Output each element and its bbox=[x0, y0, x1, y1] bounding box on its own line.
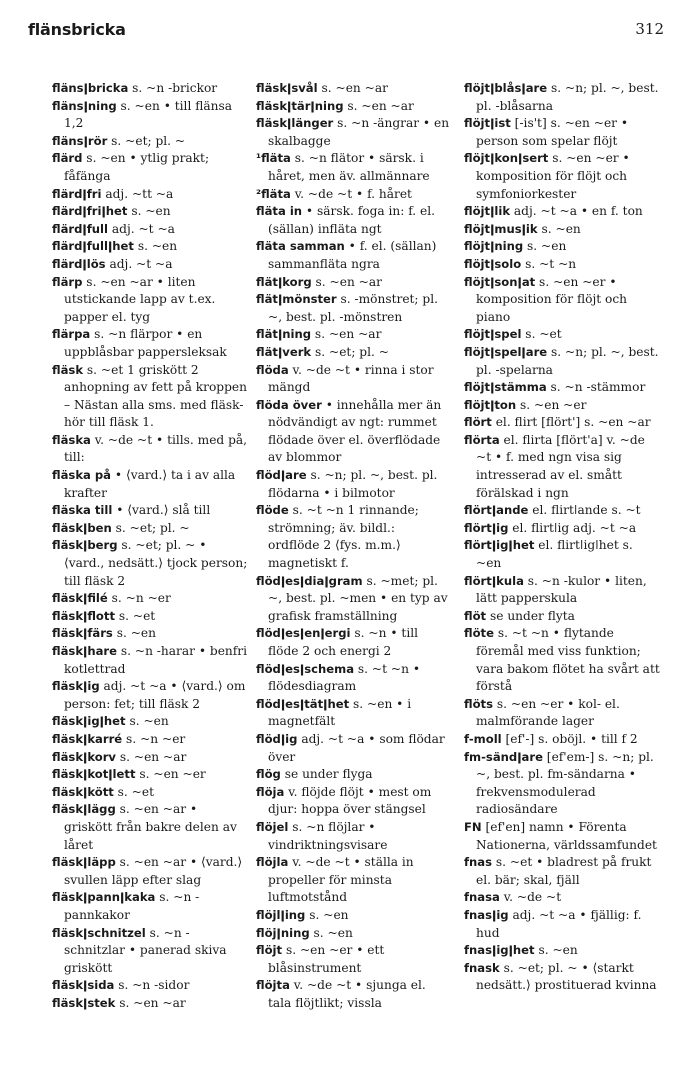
entry-headword: flöjtǀsolo bbox=[464, 256, 522, 271]
dictionary-entry bbox=[256, 925, 450, 943]
dictionary-entry bbox=[464, 907, 660, 942]
dictionary-entry bbox=[464, 80, 660, 115]
entry-definition: el. flirt [flört'] s. ~en ~ar bbox=[491, 415, 651, 430]
entry-definition: s. ~n -schnitzlar • panerad skiva griskött bbox=[64, 925, 227, 975]
dictionary-entry bbox=[464, 326, 660, 344]
dictionary-entry bbox=[256, 291, 450, 326]
entry-definition: s. ~en ~er • ett blåsinstrument bbox=[268, 943, 385, 975]
entry-headword: flöjtǀton bbox=[464, 397, 517, 412]
dictionary-entry bbox=[464, 379, 660, 397]
dictionary-entry bbox=[464, 238, 660, 256]
entry-definition: s. ~et; pl. ~ bbox=[311, 344, 389, 359]
entry-definition: • f. el. (sällan) sammanfläta ngra bbox=[268, 239, 437, 271]
dictionary-entry bbox=[464, 203, 660, 221]
entry-definition: adj. ~t ~a • ⟨vard.⟩ om person: fet; till fläsk 2 bbox=[64, 679, 246, 711]
entry-definition: s. ~et 1 griskött 2 anhopning av fett på kroppen – Nästan alla sms. med fläsk- hör till fläsk 1. bbox=[64, 362, 247, 430]
dictionary-entry bbox=[256, 397, 450, 467]
entry-headword: flörtǀigǀhet bbox=[464, 538, 535, 553]
entry-headword: flörtǀig bbox=[464, 520, 509, 535]
entry-definition: s. ~n -stämmor bbox=[546, 380, 646, 395]
entry-definition: s. ~t ~n 1 rinnande; strömning; äv. bildl.: ordflöde 2 ⟨fys. m.m.⟩ magnetiskt f. bbox=[268, 503, 419, 571]
entry-definition: s. ~en bbox=[305, 907, 349, 922]
entry-headword: flödǀesǀdiaǀgram bbox=[256, 573, 363, 588]
dictionary-entry bbox=[256, 362, 450, 397]
entry-definition: adj. ~tt ~a bbox=[101, 186, 174, 201]
entry-headword: flödǀesǀschema bbox=[256, 661, 355, 676]
dictionary-entry bbox=[464, 942, 660, 960]
entry-definition: v. flöjde flöjt • mest om djur: hoppa över stängsel bbox=[268, 784, 432, 817]
dictionary-entry bbox=[464, 520, 660, 538]
entry-headword: fläskǀkarré bbox=[52, 731, 123, 746]
entry-definition: s. ~n; pl. ~, best. pl. flödarna • i bilmotor bbox=[268, 468, 438, 500]
entry-definition: s. ~t ~n • flödesdiagram bbox=[268, 661, 421, 694]
entry-headword: flöjtǀsonǀat bbox=[464, 274, 536, 289]
entry-headword: flärdǀfriǀhet bbox=[52, 204, 128, 219]
entry-definition: s. ~n flätor • särsk. i håret, men äv. allmännare bbox=[268, 151, 430, 183]
dictionary-entry bbox=[464, 731, 660, 749]
entry-definition: el. flirtǀigǀhet s. ~en bbox=[476, 538, 633, 571]
entry-definition: se under flyga bbox=[280, 767, 373, 782]
entry-headword: flöts bbox=[464, 696, 494, 711]
dictionary-entry bbox=[52, 274, 248, 327]
dictionary-entry bbox=[52, 256, 248, 274]
dictionary-entry bbox=[464, 502, 660, 520]
entry-headword: fläskǀstek bbox=[52, 995, 116, 1010]
entry-definition: s. ~n ~er bbox=[107, 591, 171, 606]
entry-definition: se under flyta bbox=[486, 608, 575, 623]
entry-definition: s. ~en ~er bbox=[135, 767, 206, 782]
entry-definition: s. ~en ~ar bbox=[311, 327, 382, 342]
entry-headword: fnas bbox=[464, 855, 493, 870]
dictionary-column-3 bbox=[464, 80, 660, 995]
dictionary-column-2 bbox=[256, 80, 450, 1012]
entry-definition: s. ~en ~ar bbox=[343, 98, 414, 113]
entry-definition: s. ~en ~ar • liten utstickande lapp av t.ex. papper el. tyg bbox=[64, 274, 216, 324]
entry-definition: s. ~en ~ar bbox=[115, 995, 186, 1010]
dictionary-entry bbox=[464, 397, 660, 415]
entry-definition: s. ~n; pl. ~, best. pl. -blåsarna bbox=[476, 81, 659, 113]
dictionary-entry bbox=[464, 115, 660, 150]
dictionary-entry bbox=[52, 221, 248, 239]
entry-headword: fläsk bbox=[52, 362, 84, 377]
entry-definition: v. ~de ~t • sjunga el. tala flöjtlikt; vissla bbox=[268, 978, 426, 1010]
entry-headword: flöt bbox=[464, 608, 487, 623]
entry-definition: s. ~n; pl. ~, best. pl. -spelarna bbox=[476, 344, 659, 377]
dictionary-entry bbox=[256, 661, 450, 696]
entry-headword: fläta samman bbox=[256, 239, 345, 254]
dictionary-entry bbox=[256, 766, 450, 784]
running-headword: flänsbricka bbox=[28, 20, 126, 39]
dictionary-entry bbox=[52, 133, 248, 151]
entry-definition: s. ~met; pl. ~, best. pl. ~men • en typ av grafisk framställning bbox=[268, 573, 448, 623]
entry-headword: flöjtǀmusǀik bbox=[464, 221, 538, 236]
dictionary-entry bbox=[464, 414, 660, 432]
dictionary-entry bbox=[256, 819, 450, 854]
entry-headword: fläskǀberg bbox=[52, 538, 118, 553]
entry-headword: flöjtǀblåsǀare bbox=[464, 81, 548, 95]
dictionary-entry bbox=[256, 625, 450, 660]
entry-definition: v. ~de ~t • tills. med på, till: bbox=[64, 432, 248, 465]
dictionary-entry bbox=[52, 502, 248, 520]
entry-definition: s. ~en ~er bbox=[516, 397, 587, 412]
entry-headword: flöjlǀing bbox=[256, 907, 306, 922]
entry-headword: fläskǀhare bbox=[52, 644, 117, 658]
entry-headword: flänsǀrör bbox=[52, 133, 108, 148]
entry-definition: adj. ~t ~a • som flödar över bbox=[268, 731, 445, 764]
dictionary-entry bbox=[52, 203, 248, 221]
dictionary-entry bbox=[464, 749, 660, 819]
dictionary-entry bbox=[256, 907, 450, 925]
entry-headword: flärd bbox=[52, 151, 83, 166]
entry-definition: [ef'em-] s. ~n; pl. ~, best. pl. fm-sändarna • frekvensmodulerad radiosändare bbox=[476, 749, 654, 817]
entry-definition: s. ~n • till flöde 2 och energi 2 bbox=[268, 626, 419, 658]
entry-definition: el. flirtǀande s. ~t bbox=[528, 503, 641, 518]
entry-headword: fläskǀpannǀkaka bbox=[52, 890, 156, 905]
entry-definition: s. ~en bbox=[127, 204, 171, 219]
entry-definition: s. ~n -sidor bbox=[114, 978, 190, 993]
entry-definition: • innehålla mer än nödvändigt av ngt: rummet flödade över el. överflödade av blommor bbox=[268, 397, 442, 465]
entry-definition: s. ~en ~er • kol- el. malmförande lager bbox=[476, 696, 620, 729]
entry-headword: fläskǀkött bbox=[52, 784, 114, 799]
dictionary-entry bbox=[464, 537, 660, 572]
dictionary-entry bbox=[52, 432, 248, 467]
entry-headword: flödǀare bbox=[256, 468, 307, 483]
dictionary-column-1 bbox=[52, 80, 248, 1012]
entry-headword: flöjtǀstämma bbox=[464, 380, 547, 395]
entry-definition: [ef'en] namn • Förenta Nationerna, världssamfundet bbox=[476, 819, 657, 852]
dictionary-entry bbox=[464, 625, 660, 695]
entry-headword: flörtǀkula bbox=[464, 573, 524, 588]
dictionary-entry bbox=[464, 889, 660, 907]
dictionary-entry bbox=[256, 731, 450, 766]
dictionary-entry bbox=[52, 150, 248, 185]
dictionary-entry bbox=[464, 150, 660, 203]
entry-headword: fläskǀben bbox=[52, 520, 112, 535]
entry-headword: flärdǀfri bbox=[52, 186, 102, 201]
dictionary-entry bbox=[256, 696, 450, 731]
dictionary-entry bbox=[256, 80, 450, 98]
dictionary-entry bbox=[256, 573, 450, 626]
entry-definition: s. ~en ~er • komposition för flöjt och symfoniorkester bbox=[476, 151, 630, 201]
entry-definition: s. ~en bbox=[125, 714, 169, 729]
entry-definition: • särsk. foga in: f. el. (sällan) infläta ngt bbox=[268, 204, 436, 236]
entry-headword: flärpa bbox=[52, 327, 91, 342]
entry-headword: fläskǀig bbox=[52, 679, 100, 694]
dictionary-entry bbox=[52, 238, 248, 256]
entry-definition: • ⟨vard.⟩ slå till bbox=[112, 503, 211, 518]
dictionary-entry bbox=[464, 696, 660, 731]
dictionary-entry bbox=[52, 608, 248, 626]
entry-definition: s. ~et; pl. ~ bbox=[107, 133, 186, 148]
entry-headword: fläskǀläpp bbox=[52, 855, 116, 870]
dictionary-entry bbox=[52, 854, 248, 889]
entry-definition: s. ~n -brickor bbox=[128, 81, 218, 95]
dictionary-entry bbox=[52, 520, 248, 538]
dictionary-entry bbox=[52, 98, 248, 133]
dictionary-entry bbox=[52, 537, 248, 590]
entry-headword: flänsǀbricka bbox=[52, 81, 129, 95]
entry-headword: fnasa bbox=[464, 890, 500, 905]
entry-definition: s. ~n flärpor • en uppblåsbar pappersleksak bbox=[64, 327, 227, 359]
dictionary-entry bbox=[256, 203, 450, 238]
entry-definition: s. ~t ~n • flytande föremål med viss funktion; vara bakom flötet ha svårt att förstå bbox=[476, 626, 660, 694]
dictionary-entry bbox=[52, 643, 248, 678]
entry-definition: v. ~de ~t • ställa in propeller för minsta luftmotstånd bbox=[268, 855, 414, 905]
dictionary-entry bbox=[52, 977, 248, 995]
dictionary-entry bbox=[52, 749, 248, 767]
entry-headword: flärdǀlös bbox=[52, 256, 106, 271]
page-number: 312 bbox=[635, 20, 664, 38]
entry-headword: fläska på bbox=[52, 468, 112, 483]
entry-headword: fläskǀkotǀlett bbox=[52, 767, 136, 782]
dictionary-entry bbox=[52, 590, 248, 608]
entry-definition: v. ~de ~t • f. håret bbox=[290, 186, 412, 201]
entry-definition: v. ~de ~t bbox=[499, 890, 562, 905]
entry-headword: flödǀesǀtätǀhet bbox=[256, 696, 350, 711]
entry-headword: fläskǀlänger bbox=[256, 116, 334, 131]
dictionary-entry bbox=[52, 186, 248, 204]
entry-headword: flöte bbox=[464, 626, 494, 641]
entry-headword: flöjtǀspel bbox=[464, 327, 522, 342]
entry-headword: flärdǀfullǀhet bbox=[52, 239, 134, 254]
entry-headword: flöja bbox=[256, 784, 285, 799]
dictionary-entry bbox=[256, 115, 450, 150]
entry-headword: fläskǀfilé bbox=[52, 591, 108, 606]
entry-definition: [ef'-] s. oböjl. • till f 2 bbox=[501, 731, 638, 746]
entry-definition: adj. ~t ~a bbox=[108, 221, 175, 236]
dictionary-entry bbox=[52, 80, 248, 98]
entry-definition: s. ~en • i magnetfält bbox=[268, 696, 412, 729]
entry-headword: fläska till bbox=[52, 503, 113, 518]
entry-definition: s. ~n ~er bbox=[122, 731, 186, 746]
entry-headword: fläskǀschnitzel bbox=[52, 925, 146, 940]
entry-headword: fläskǀflott bbox=[52, 608, 115, 623]
entry-headword: flöjel bbox=[256, 819, 289, 834]
dictionary-entry bbox=[464, 819, 660, 854]
dictionary-entry bbox=[52, 801, 248, 854]
entry-definition: s. ~n -ängrar • en skalbagge bbox=[268, 116, 450, 148]
entry-headword: flöjta bbox=[256, 978, 290, 993]
entry-headword: ¹fläta bbox=[256, 151, 291, 166]
entry-headword: flört bbox=[464, 415, 492, 430]
entry-definition: adj. ~t ~a bbox=[105, 256, 173, 271]
dictionary-entry bbox=[52, 467, 248, 502]
dictionary-entry bbox=[256, 942, 450, 977]
entry-headword: fnasǀigǀhet bbox=[464, 943, 535, 958]
dictionary-entry bbox=[256, 502, 450, 572]
entry-definition: s. -mönstret; pl. ~, best. pl. -mönstren bbox=[268, 292, 438, 324]
dictionary-entry bbox=[256, 977, 450, 1012]
dictionary-entry bbox=[52, 326, 248, 361]
entry-definition: s. ~en bbox=[133, 239, 178, 254]
dictionary-entry bbox=[52, 362, 248, 432]
dictionary-entry bbox=[464, 344, 660, 379]
entry-definition: s. ~n -pannkakor bbox=[64, 890, 200, 922]
entry-headword: flärp bbox=[52, 274, 83, 289]
entry-headword: fläskǀtärǀning bbox=[256, 98, 344, 113]
dictionary-entry bbox=[464, 854, 660, 889]
dictionary-entry bbox=[256, 98, 450, 116]
entry-definition: s. ~en • ytlig prakt; fåfänga bbox=[64, 151, 210, 183]
entry-headword: fläskǀsvål bbox=[256, 81, 318, 95]
entry-headword: fnask bbox=[464, 960, 500, 975]
entry-definition: s. ~en bbox=[534, 943, 578, 958]
entry-headword: flänsǀning bbox=[52, 98, 117, 113]
entry-definition: s. ~en bbox=[523, 239, 567, 254]
dictionary-entry bbox=[52, 713, 248, 731]
entry-headword: fläskǀfärs bbox=[52, 626, 113, 641]
entry-headword: flöjǀning bbox=[256, 925, 310, 940]
entry-definition: el. flirta [flört'a] v. ~de ~t • f. med ngn visa sig intresserad av el. smått förälskad i ngn bbox=[476, 432, 645, 500]
entry-definition: s. ~en ~er • komposition för flöjt och piano bbox=[476, 274, 628, 324]
dictionary-entry bbox=[256, 238, 450, 273]
entry-definition: [-is't] s. ~en ~er • person som spelar flöjt bbox=[476, 116, 629, 148]
entry-definition: s. ~en ~ar • griskött från bakre delen av låret bbox=[64, 802, 237, 852]
entry-headword: flöda över bbox=[256, 397, 322, 412]
dictionary-entry bbox=[256, 784, 450, 819]
entry-headword: flätǀmönster bbox=[256, 292, 337, 307]
dictionary-entry bbox=[256, 467, 450, 502]
entry-headword: fläskǀlägg bbox=[52, 802, 116, 817]
dictionary-entry bbox=[256, 274, 450, 292]
entry-headword: f-moll bbox=[464, 731, 502, 746]
entry-headword: flätǀkorg bbox=[256, 274, 312, 289]
dictionary-entry bbox=[464, 432, 660, 502]
entry-definition: s. ~et; pl. ~ • ⟨vard., nedsätt.⟩ tjock person; till fläsk 2 bbox=[64, 538, 248, 588]
entry-headword: flöde bbox=[256, 503, 289, 518]
dictionary-entry bbox=[256, 150, 450, 185]
entry-definition: s. ~et bbox=[113, 784, 154, 799]
dictionary-entry bbox=[464, 573, 660, 608]
dictionary-entry bbox=[52, 784, 248, 802]
entry-headword: flöjtǀist bbox=[464, 116, 511, 131]
entry-headword: flöjtǀning bbox=[464, 239, 524, 254]
entry-definition: s. ~t ~n bbox=[521, 256, 577, 271]
entry-headword: fm-sändǀare bbox=[464, 749, 543, 764]
dictionary-entry bbox=[52, 731, 248, 749]
entry-definition: v. ~de ~t • rinna i stor mängd bbox=[268, 362, 434, 395]
entry-headword: flödǀig bbox=[256, 731, 298, 746]
entry-headword: flöjla bbox=[256, 855, 289, 870]
entry-definition: adj. ~t ~a • en f. ton bbox=[510, 204, 643, 219]
dictionary-entry bbox=[52, 766, 248, 784]
dictionary-entry bbox=[464, 221, 660, 239]
entry-definition: s. ~n flöjlar • vindriktningsvisare bbox=[268, 819, 388, 852]
entry-definition: s. ~n -kulor • liten, lätt papperskula bbox=[476, 573, 647, 606]
dictionary-entry bbox=[52, 625, 248, 643]
dictionary-entry bbox=[256, 344, 450, 362]
entry-headword: fläska bbox=[52, 432, 91, 447]
dictionary-entry bbox=[256, 854, 450, 907]
entry-definition: s. ~en bbox=[537, 221, 581, 236]
dictionary-entry bbox=[52, 995, 248, 1013]
entry-headword: flörtǀande bbox=[464, 503, 529, 518]
entry-headword: flätǀning bbox=[256, 327, 312, 342]
entry-headword: fläskǀsida bbox=[52, 978, 115, 993]
entry-headword: ²fläta bbox=[256, 186, 291, 201]
entry-definition: s. ~en bbox=[309, 925, 353, 940]
entry-definition: adj. ~t ~a • fjällig: f. hud bbox=[476, 907, 642, 940]
entry-headword: flätǀverk bbox=[256, 344, 312, 359]
entry-definition: s. ~en ~ar bbox=[115, 749, 187, 764]
entry-headword: fläskǀigǀhet bbox=[52, 714, 126, 729]
entry-headword: fnasǀig bbox=[464, 907, 509, 922]
entry-headword: flöjtǀkonǀsert bbox=[464, 151, 549, 166]
dictionary-entry bbox=[464, 256, 660, 274]
entry-definition: el. flirtǀig adj. ~t ~a bbox=[508, 520, 637, 535]
entry-definition: • ⟨vard.⟩ ta i av alla krafter bbox=[64, 468, 236, 500]
entry-definition: s. ~en ~ar bbox=[317, 81, 388, 95]
entry-definition: s. ~n -harar • benfri kotlettrad bbox=[64, 644, 247, 676]
entry-definition: s. ~en ~ar • ⟨vard.⟩ svullen läpp efter slag bbox=[64, 855, 243, 887]
entry-definition: s. ~en • till flänsa 1,2 bbox=[64, 98, 232, 131]
entry-headword: FN bbox=[464, 819, 482, 834]
entry-headword: flärdǀfull bbox=[52, 221, 108, 236]
entry-definition: s. ~et • bladrest på frukt el. bär; skal, fjäll bbox=[476, 855, 652, 887]
entry-headword: flög bbox=[256, 767, 281, 782]
entry-headword: flöda bbox=[256, 362, 289, 377]
entry-headword: fläta in bbox=[256, 204, 303, 219]
entry-definition: s. ~en bbox=[112, 626, 156, 641]
dictionary-entry bbox=[52, 925, 248, 978]
entry-definition: s. ~et; pl. ~ bbox=[111, 520, 190, 535]
entry-definition: s. ~et; pl. ~ • ⟨starkt nedsätt.⟩ prostituerad kvinna bbox=[476, 960, 657, 993]
entry-definition: s. ~et bbox=[115, 608, 156, 623]
dictionary-entry bbox=[52, 678, 248, 713]
dictionary-entry bbox=[464, 274, 660, 327]
entry-definition: s. ~et bbox=[521, 327, 562, 342]
dictionary-entry bbox=[464, 608, 660, 626]
dictionary-entry bbox=[256, 326, 450, 344]
entry-headword: flödǀesǀenǀergi bbox=[256, 626, 351, 641]
entry-headword: flöjtǀspelǀare bbox=[464, 344, 548, 359]
entry-headword: flörta bbox=[464, 432, 500, 447]
entry-headword: fläskǀkorv bbox=[52, 749, 116, 764]
entry-definition: s. ~en ~ar bbox=[311, 274, 382, 289]
dictionary-entry bbox=[464, 960, 660, 995]
entry-headword: flöjt bbox=[256, 943, 283, 958]
dictionary-entry bbox=[256, 186, 450, 204]
entry-headword: flöjtǀlik bbox=[464, 204, 511, 219]
dictionary-entry bbox=[52, 889, 248, 924]
